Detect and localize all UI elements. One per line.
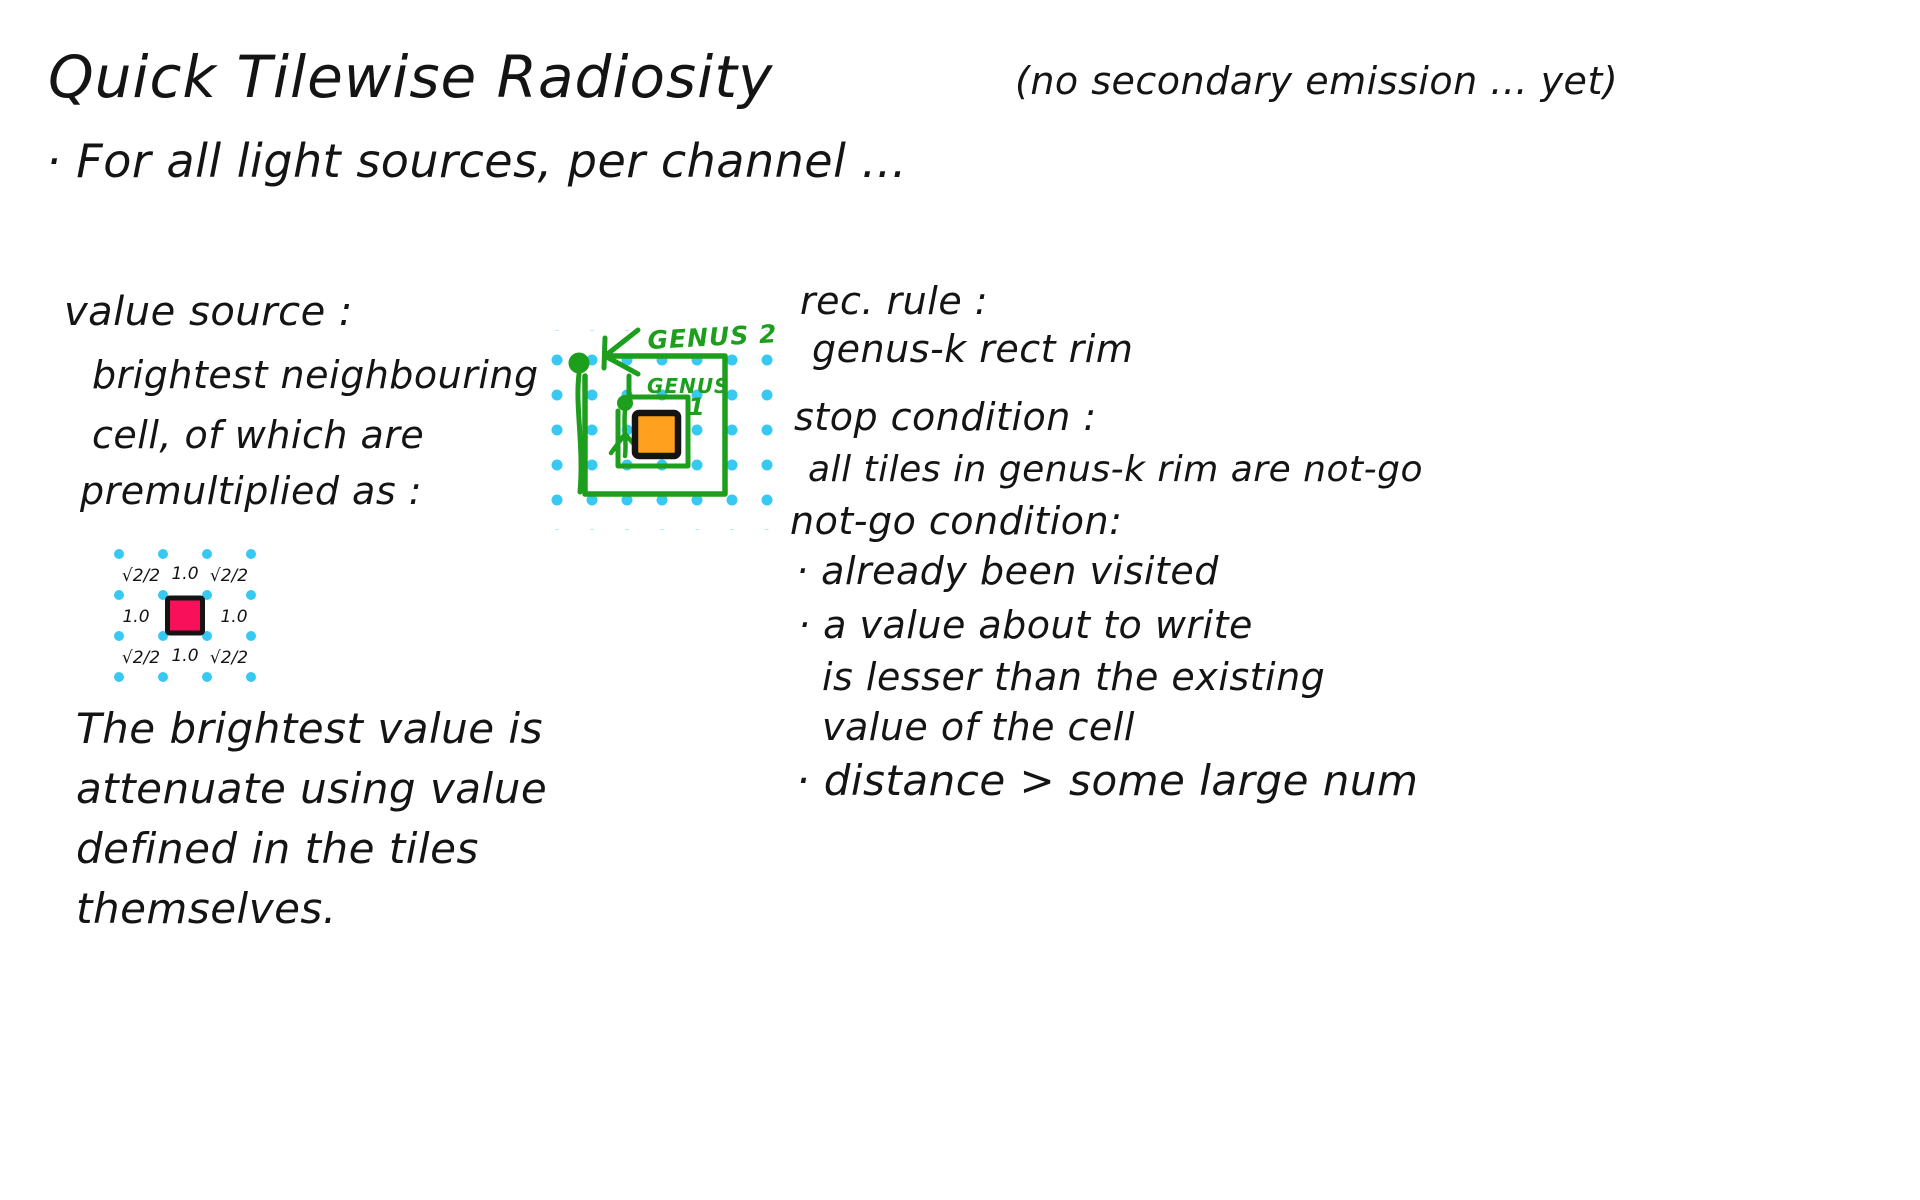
weight-bottom-center: 1.0 xyxy=(171,646,199,666)
outer-start-marker-icon xyxy=(569,353,590,374)
light-source-tile xyxy=(635,413,678,456)
value-source-heading: value source : xyxy=(64,289,353,335)
footer-line-4: themselves. xyxy=(76,884,337,933)
value-source-line-2: cell, of which are xyxy=(92,413,425,457)
weights-diagram xyxy=(110,545,295,690)
weight-mid-right: 1.0 xyxy=(220,607,248,627)
weight-bottom-right: √2/2 xyxy=(209,648,249,668)
genus-diagram xyxy=(548,316,810,556)
notgo-condition-heading: not-go condition: xyxy=(790,499,1123,543)
weight-bottom-left: √2/2 xyxy=(121,648,161,668)
weight-top-right: √2/2 xyxy=(209,566,249,586)
notgo-bullet-2-line-2: is lesser than the existing xyxy=(822,655,1326,699)
weight-top-center: 1.0 xyxy=(171,564,199,584)
notgo-bullet-3: · distance > some large num xyxy=(796,756,1419,805)
weight-mid-left: 1.0 xyxy=(122,607,150,627)
brightest-cell-tile xyxy=(168,598,203,633)
intro-bullet: · For all light sources, per channel ... xyxy=(46,134,907,188)
genus1-label: GENUS xyxy=(647,374,730,398)
notgo-bullet-1: · already been visited xyxy=(796,549,1219,593)
rec-rule-body: genus-k rect rim xyxy=(812,327,1134,371)
notgo-bullet-2-line-3: value of the cell xyxy=(822,705,1135,749)
rec-rule-heading: rec. rule : xyxy=(800,279,989,323)
stop-condition-body: all tiles in genus-k rim are not-go xyxy=(808,449,1423,490)
stop-condition-heading: stop condition : xyxy=(794,395,1097,439)
outer-start-stem xyxy=(578,374,581,492)
footer-line-2: attenuate using value xyxy=(76,764,548,813)
genus1-label-number: 1 xyxy=(688,393,706,421)
inner-start-marker-icon xyxy=(617,395,633,411)
notgo-bullet-2-line-1: · a value about to write xyxy=(798,603,1253,647)
title-note: (no secondary emission ... yet) xyxy=(1015,59,1619,103)
footer-line-1: The brightest value is xyxy=(76,704,543,753)
page-title: Quick Tilewise Radiosity xyxy=(48,43,774,111)
weight-top-left: √2/2 xyxy=(121,566,161,586)
genus2-label: GENUS 2 xyxy=(646,319,779,355)
footer-line-3: defined in the tiles xyxy=(76,824,479,873)
value-source-line-3: premultiplied as : xyxy=(80,469,423,513)
value-source-line-1: brightest neighbouring xyxy=(92,353,539,397)
